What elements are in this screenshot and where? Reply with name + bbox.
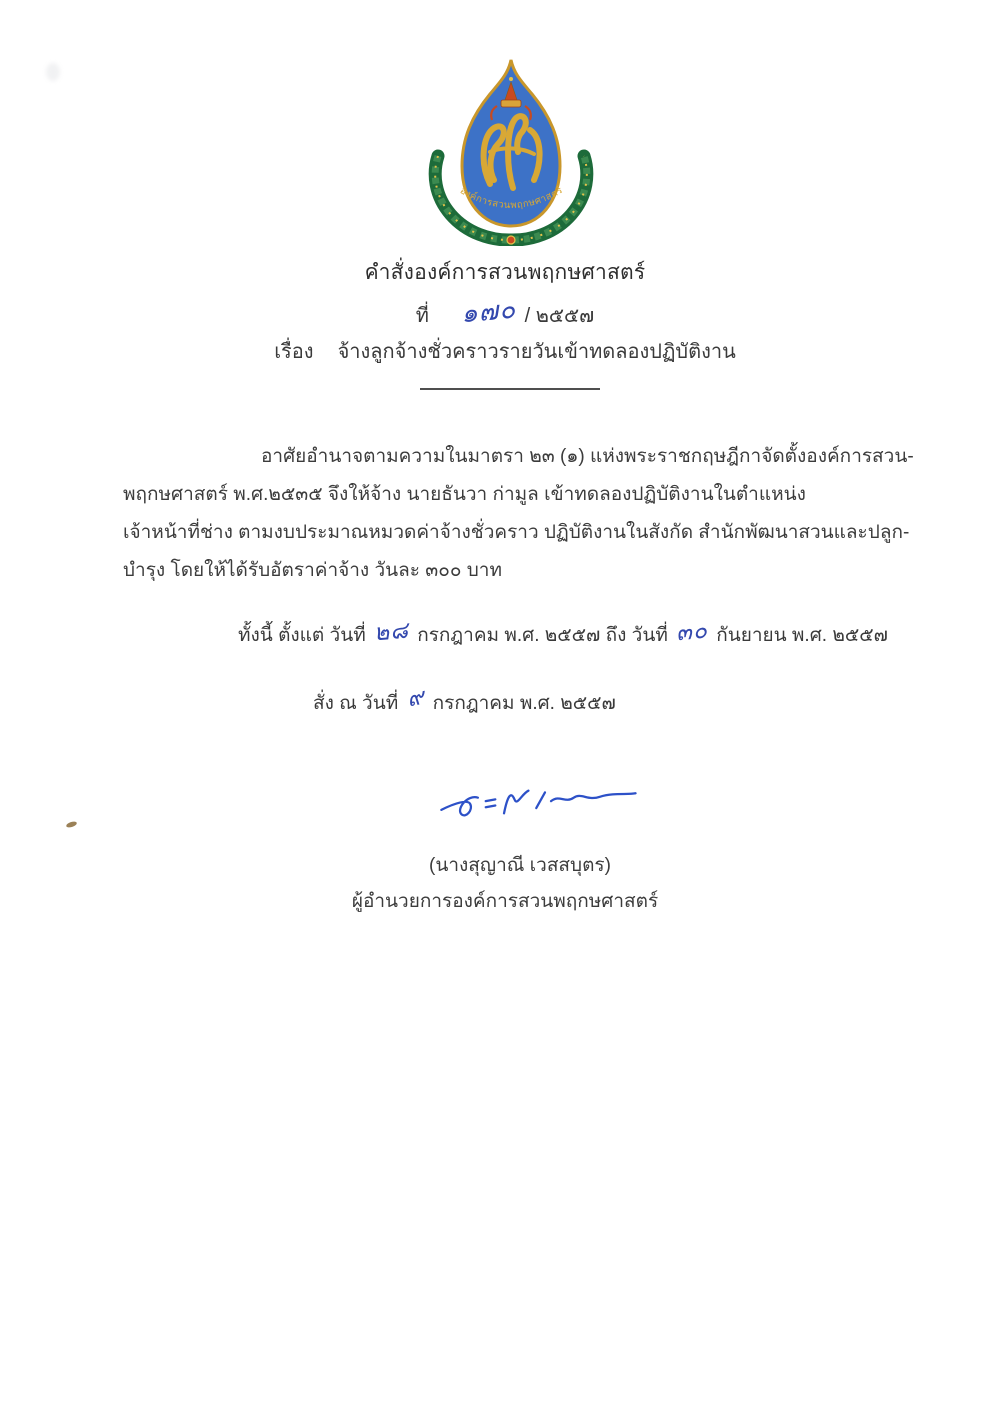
effective-prefix: ทั้งนี้ ตั้งแต่ วันที่: [238, 625, 366, 646]
subject-text: จ้างลูกจ้างชั่วคราวรายวันเข้าทดลองปฏิบัติงาน: [337, 341, 736, 363]
ink-speck: [65, 820, 77, 828]
body-line: อาศัยอำนาจตามความในมาตรา ๒๓ (๑) แห่งพระราชกฤษฎีกาจัดตั้งองค์การสวน-: [261, 446, 914, 467]
handwritten-end-day: ๓๐: [674, 616, 709, 646]
signer-name: (นางสุญาณี เวสสบุตร): [429, 855, 611, 876]
doc-number-line: [0, 293, 1000, 334]
effective-middle: กรกฎาคม พ.ศ. ๒๕๕๗ ถึง วันที่: [417, 625, 668, 646]
scan-smudge: [46, 63, 60, 81]
doc-number-label: ที่: [415, 305, 429, 327]
body-line: เจ้าหน้าที่ช่าง ตามงบประมาณหมวดค่าจ้างชั่วคราว ปฏิบัติงานในสังกัด สำนักพัฒนาสวนและปลูก-: [123, 522, 910, 543]
body-line: บำรุง โดยให้ได้รับอัตราค่าจ้าง วันละ ๓๐๐ บาท: [123, 560, 502, 581]
subject-line: [0, 335, 1000, 367]
order-prefix: สั่ง ณ วันที่: [313, 693, 399, 714]
effective-suffix: กันยายน พ.ศ. ๒๕๕๗: [716, 625, 888, 646]
order-suffix: กรกฎาคม พ.ศ. ๒๕๕๗: [432, 693, 616, 714]
org-emblem-icon: [428, 56, 594, 246]
order-date-line: [313, 684, 616, 720]
handwritten-signature-icon: [428, 775, 648, 829]
doc-number-handwritten: ๑๗๐: [459, 293, 518, 329]
body-paragraph: [123, 438, 914, 590]
doc-title: คำสั่งองค์การสวนพฤกษศาสตร์: [364, 261, 646, 284]
effective-date-line: [238, 616, 888, 652]
handwritten-start-day: ๒๘: [372, 616, 410, 646]
signer-position: ผู้อำนวยการองค์การสวนพฤกษศาสตร์: [351, 891, 659, 912]
header-divider: [420, 388, 600, 390]
emblem-arc-text: องค์การสวนพฤกษศาสตร์: [457, 184, 565, 212]
doc-number-year: / ๒๕๕๗: [524, 305, 595, 327]
handwritten-order-day: ๙: [404, 682, 427, 712]
subject-label: เรื่อง: [274, 341, 314, 363]
body-line: พฤกษศาสตร์ พ.ศ.๒๕๓๕ จึงให้จ้าง นายธันวา ก่ามูล เข้าทดลองปฏิบัติงานในตำแหน่ง: [123, 484, 806, 505]
